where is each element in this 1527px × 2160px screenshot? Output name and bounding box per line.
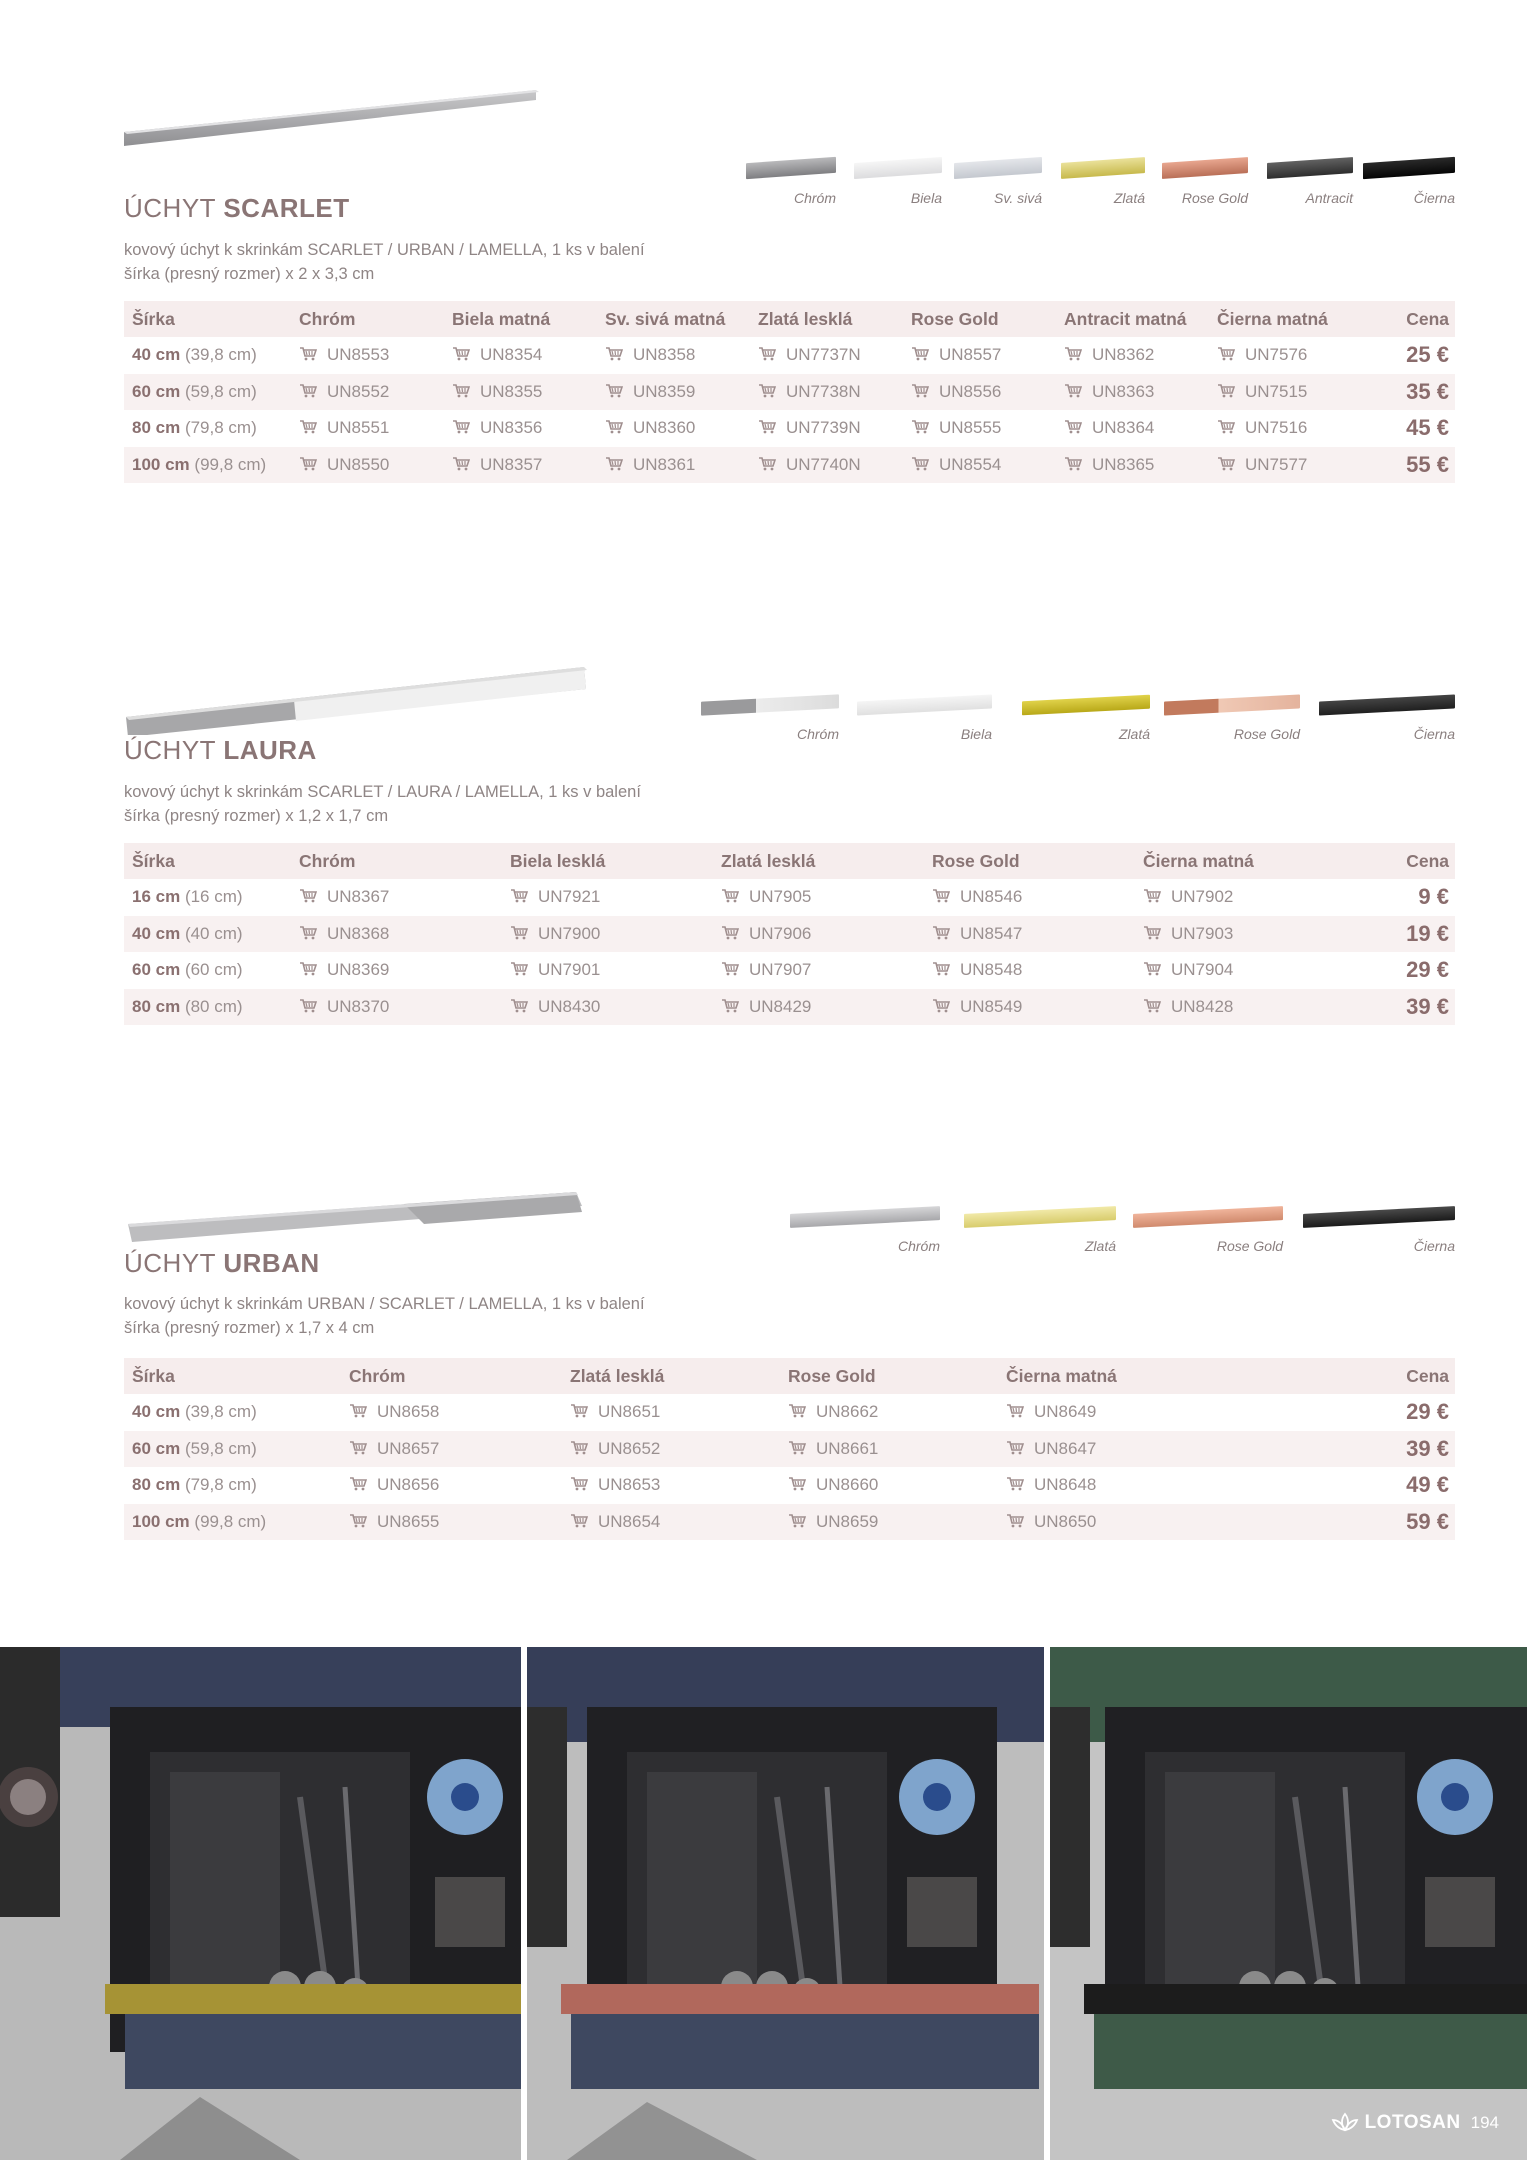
product-code[interactable]: UN8547 bbox=[960, 923, 1023, 943]
product-code-cell[interactable] bbox=[1209, 374, 1362, 411]
product-code-cell[interactable] bbox=[341, 1394, 562, 1431]
photo-gold-handle bbox=[0, 1647, 521, 2160]
product-code[interactable]: UN7901 bbox=[538, 960, 601, 980]
price-cell: 9 € bbox=[1418, 884, 1449, 910]
product-code[interactable]: UN7905 bbox=[749, 887, 812, 907]
product-code[interactable]: UN7902 bbox=[1171, 887, 1234, 907]
product-photos bbox=[0, 1647, 1527, 2160]
price-cell: 25 € bbox=[1406, 342, 1449, 368]
product-code[interactable]: UN8556 bbox=[939, 381, 1002, 401]
product-description: kovový úchyt k skrinkám SCARLET / LAURA / LAMELLA, 1 ks v balení šírka (presný rozmer) x 1,2 x 1,7 cm bbox=[124, 783, 641, 825]
cart-icon[interactable] bbox=[605, 420, 623, 434]
product-code[interactable]: UN8361 bbox=[633, 454, 696, 474]
product-code[interactable]: UN7900 bbox=[538, 923, 601, 943]
product-code-cell[interactable] bbox=[341, 1504, 562, 1541]
table-header-row bbox=[124, 1358, 1455, 1394]
cart-icon[interactable] bbox=[605, 347, 623, 361]
cart-icon[interactable] bbox=[349, 1477, 367, 1491]
swatch-rose-gold: Rose Gold bbox=[1150, 698, 1300, 742]
cart-icon[interactable] bbox=[932, 889, 950, 903]
col-sv-siva: Sv. sivá matná bbox=[597, 301, 750, 337]
product-code-cell[interactable] bbox=[1135, 879, 1346, 916]
cart-icon[interactable] bbox=[570, 1441, 588, 1455]
product-code[interactable]: UN8359 bbox=[633, 381, 696, 401]
col-chrom: Chróm bbox=[291, 843, 502, 879]
product-code[interactable]: UN7737N bbox=[786, 345, 861, 365]
product-code[interactable]: UN8649 bbox=[1034, 1402, 1097, 1422]
product-code-cell[interactable] bbox=[562, 1504, 780, 1541]
cart-icon[interactable] bbox=[1006, 1404, 1024, 1418]
price-table bbox=[124, 843, 1455, 1025]
product-code[interactable]: UN7906 bbox=[749, 923, 812, 943]
swatch-chrom: Chróm bbox=[724, 160, 836, 206]
cart-icon[interactable] bbox=[570, 1514, 588, 1528]
cart-icon[interactable] bbox=[758, 384, 776, 398]
cart-icon[interactable] bbox=[510, 999, 528, 1013]
col-width: Šírka bbox=[124, 301, 291, 337]
width-cell: 80 cm (79,8 cm) bbox=[132, 418, 257, 438]
col-zlata: Zlatá lesklá bbox=[562, 1358, 780, 1394]
product-code[interactable]: UN7515 bbox=[1245, 381, 1308, 401]
price-table bbox=[124, 1358, 1455, 1540]
cart-icon[interactable] bbox=[721, 926, 739, 940]
cart-icon[interactable] bbox=[758, 420, 776, 434]
scarlet-handle-image bbox=[124, 86, 544, 150]
table-body bbox=[124, 337, 1455, 483]
cart-icon[interactable] bbox=[299, 420, 317, 434]
col-antracit: Antracit matná bbox=[1056, 301, 1209, 337]
product-code[interactable]: UN8554 bbox=[939, 454, 1002, 474]
cart-icon[interactable] bbox=[911, 347, 929, 361]
product-code[interactable]: UN8555 bbox=[939, 418, 1002, 438]
cart-icon[interactable] bbox=[1006, 1514, 1024, 1528]
product-code[interactable]: UN8550 bbox=[327, 454, 390, 474]
price-cell: 55 € bbox=[1362, 447, 1455, 484]
cart-icon[interactable] bbox=[788, 1514, 806, 1528]
product-code[interactable]: UN7516 bbox=[1245, 418, 1308, 438]
table-header-row bbox=[124, 843, 1455, 879]
product-code-cell[interactable] bbox=[998, 1431, 1216, 1468]
col-rose-gold: Rose Gold bbox=[780, 1358, 998, 1394]
product-code-cell[interactable] bbox=[903, 337, 1056, 374]
cart-icon[interactable] bbox=[1064, 384, 1082, 398]
product-code-cell[interactable] bbox=[1135, 916, 1346, 953]
product-code[interactable]: UN8355 bbox=[480, 381, 543, 401]
table-row bbox=[124, 952, 1455, 989]
product-code-cell[interactable] bbox=[1209, 447, 1362, 484]
price-cell: 29 € bbox=[1406, 1399, 1449, 1425]
cart-icon[interactable] bbox=[721, 889, 739, 903]
swatch-biela: Biela bbox=[839, 698, 992, 742]
table-row bbox=[124, 1394, 1455, 1431]
price-cell: 39 € bbox=[1216, 1431, 1455, 1468]
table-row bbox=[124, 337, 1455, 374]
col-rose-gold: Rose Gold bbox=[903, 301, 1056, 337]
product-code[interactable]: UN8647 bbox=[1034, 1438, 1097, 1458]
product-code[interactable]: UN8650 bbox=[1034, 1511, 1097, 1531]
cart-icon[interactable] bbox=[299, 999, 317, 1013]
product-code-cell[interactable] bbox=[562, 1467, 780, 1504]
product-code[interactable]: UN8557 bbox=[939, 345, 1002, 365]
product-code-cell[interactable] bbox=[502, 916, 713, 953]
product-description: kovový úchyt k skrinkám URBAN / SCARLET / LAMELLA, 1 ks v balení šírka (presný rozmer) x 1,7 x 4 cm bbox=[124, 1295, 645, 1337]
col-cierna: Čierna matná bbox=[1209, 301, 1362, 337]
cart-icon[interactable] bbox=[788, 1441, 806, 1455]
product-code-cell[interactable] bbox=[924, 952, 1135, 989]
product-code[interactable]: UN8659 bbox=[816, 1511, 879, 1531]
product-code-cell[interactable] bbox=[780, 1431, 998, 1468]
product-code[interactable]: UN8430 bbox=[538, 996, 601, 1016]
product-code[interactable]: UN8428 bbox=[1171, 996, 1234, 1016]
product-code[interactable]: UN8546 bbox=[960, 887, 1023, 907]
col-width: Šírka bbox=[124, 843, 291, 879]
cart-icon[interactable] bbox=[299, 889, 317, 903]
price-cell: 59 € bbox=[1216, 1504, 1455, 1541]
width-cell: 80 cm (79,8 cm) bbox=[132, 1475, 257, 1495]
cart-icon[interactable] bbox=[452, 457, 470, 471]
product-code-cell[interactable] bbox=[998, 1394, 1216, 1431]
product-code-cell[interactable] bbox=[903, 447, 1056, 484]
cart-icon[interactable] bbox=[452, 420, 470, 434]
cart-icon[interactable] bbox=[1006, 1477, 1024, 1491]
product-code-cell[interactable] bbox=[341, 1431, 562, 1468]
lotus-icon bbox=[1331, 2112, 1359, 2134]
cart-icon[interactable] bbox=[349, 1514, 367, 1528]
col-price: Cena bbox=[1346, 843, 1455, 879]
cart-icon[interactable] bbox=[758, 457, 776, 471]
cart-icon[interactable] bbox=[1064, 420, 1082, 434]
product-code[interactable]: UN8362 bbox=[1092, 345, 1155, 365]
col-price: Cena bbox=[1216, 1358, 1455, 1394]
cart-icon[interactable] bbox=[1064, 457, 1082, 471]
photo-black-handle bbox=[1050, 1647, 1527, 2160]
product-code-cell[interactable] bbox=[291, 337, 444, 374]
price-cell: 35 € bbox=[1362, 374, 1455, 411]
cart-icon[interactable] bbox=[452, 347, 470, 361]
product-code[interactable]: UN8552 bbox=[327, 381, 390, 401]
cart-icon[interactable] bbox=[721, 962, 739, 976]
swatch-rose-gold: Rose Gold bbox=[1145, 160, 1248, 206]
product-code[interactable]: UN8553 bbox=[327, 345, 390, 365]
width-cell: 60 cm (59,8 cm) bbox=[124, 1431, 341, 1468]
product-code[interactable]: UN7739N bbox=[786, 418, 861, 438]
cart-icon[interactable] bbox=[510, 926, 528, 940]
brand-logo bbox=[1331, 2112, 1499, 2134]
product-code-cell[interactable] bbox=[502, 952, 713, 989]
swatch-antracit: Antracit bbox=[1248, 160, 1353, 206]
table-row bbox=[124, 410, 1455, 447]
swatch-sv-siva: Sv. sivá bbox=[942, 160, 1042, 206]
price-table bbox=[124, 301, 1455, 483]
product-code-cell[interactable] bbox=[1135, 952, 1346, 989]
table-row bbox=[124, 989, 1455, 1026]
cart-icon[interactable] bbox=[605, 384, 623, 398]
product-code-cell[interactable] bbox=[502, 989, 713, 1026]
cart-icon[interactable] bbox=[349, 1404, 367, 1418]
product-code-cell[interactable] bbox=[502, 879, 713, 916]
cart-icon[interactable] bbox=[1143, 926, 1161, 940]
product-code[interactable]: UN8365 bbox=[1092, 454, 1155, 474]
product-code-cell[interactable] bbox=[1056, 374, 1209, 411]
cart-icon[interactable] bbox=[299, 926, 317, 940]
product-code-cell[interactable] bbox=[291, 410, 444, 447]
product-code[interactable]: UN8655 bbox=[377, 1511, 440, 1531]
swatch-chrom: Chróm bbox=[686, 698, 839, 742]
cart-icon[interactable] bbox=[911, 384, 929, 398]
cart-icon[interactable] bbox=[911, 420, 929, 434]
col-rose-gold: Rose Gold bbox=[924, 843, 1135, 879]
price-cell: 19 € bbox=[1346, 916, 1455, 953]
product-code[interactable]: UN8652 bbox=[598, 1438, 661, 1458]
product-code-cell[interactable] bbox=[597, 447, 750, 484]
swatch-biela: Biela bbox=[836, 160, 942, 206]
price-cell: 39 € bbox=[1346, 989, 1455, 1026]
product-code[interactable]: UN7740N bbox=[786, 454, 861, 474]
product-code-cell[interactable] bbox=[291, 989, 502, 1026]
cart-icon[interactable] bbox=[932, 926, 950, 940]
product-code-cell[interactable] bbox=[1056, 337, 1209, 374]
col-biela: Biela lesklá bbox=[502, 843, 713, 879]
cart-icon[interactable] bbox=[721, 999, 739, 1013]
product-code[interactable]: UN8369 bbox=[327, 960, 390, 980]
product-code[interactable]: UN8657 bbox=[377, 1438, 440, 1458]
product-code-cell[interactable] bbox=[998, 1504, 1216, 1541]
table-row bbox=[124, 1431, 1455, 1468]
product-code-cell[interactable] bbox=[903, 374, 1056, 411]
cart-icon[interactable] bbox=[788, 1477, 806, 1491]
product-code-cell[interactable] bbox=[713, 952, 924, 989]
product-scarlet bbox=[124, 0, 1455, 490]
cart-icon[interactable] bbox=[1143, 889, 1161, 903]
product-code[interactable]: UN8654 bbox=[598, 1511, 661, 1531]
product-description: kovový úchyt k skrinkám SCARLET / URBAN / LAMELLA, 1 ks v balení šírka (presný rozmer) x 2 x 3,3 cm bbox=[124, 241, 645, 283]
product-laura bbox=[124, 620, 1455, 1040]
product-code-cell[interactable] bbox=[924, 916, 1135, 953]
cart-icon[interactable] bbox=[1143, 999, 1161, 1013]
product-code[interactable]: UN8653 bbox=[598, 1475, 661, 1495]
product-code-cell[interactable] bbox=[780, 1394, 998, 1431]
product-code[interactable]: UN8358 bbox=[633, 345, 696, 365]
product-code-cell[interactable] bbox=[562, 1431, 780, 1468]
width-cell: 60 cm (59,8 cm) bbox=[124, 374, 291, 411]
cart-icon[interactable] bbox=[452, 384, 470, 398]
product-code[interactable]: UN8364 bbox=[1092, 418, 1155, 438]
width-cell: 60 cm (60 cm) bbox=[132, 960, 243, 980]
urban-handle-image bbox=[124, 1160, 594, 1250]
swatch-cierna: Čierna bbox=[1283, 1210, 1455, 1254]
product-title: ÚCHYT LAURA bbox=[124, 735, 317, 765]
product-code-cell[interactable] bbox=[750, 337, 903, 374]
product-code[interactable]: UN8662 bbox=[816, 1402, 879, 1422]
product-code-cell[interactable] bbox=[903, 410, 1056, 447]
product-code[interactable]: UN8363 bbox=[1092, 381, 1155, 401]
product-code-cell[interactable] bbox=[341, 1467, 562, 1504]
cart-icon[interactable] bbox=[1006, 1441, 1024, 1455]
product-code-cell[interactable] bbox=[291, 879, 502, 916]
width-cell: 100 cm (99,8 cm) bbox=[124, 1504, 341, 1541]
product-code[interactable]: UN8368 bbox=[327, 923, 390, 943]
table-row bbox=[124, 1504, 1455, 1541]
color-swatches bbox=[770, 1210, 1455, 1254]
product-code-cell[interactable] bbox=[291, 447, 444, 484]
product-code[interactable]: UN8356 bbox=[480, 418, 543, 438]
product-code[interactable]: UN8651 bbox=[598, 1402, 661, 1422]
cart-icon[interactable] bbox=[1217, 347, 1235, 361]
swatch-zlata: Zlatá bbox=[940, 1210, 1116, 1254]
table-row bbox=[124, 374, 1455, 411]
product-title: ÚCHYT URBAN bbox=[124, 1248, 320, 1278]
col-cierna: Čierna matná bbox=[998, 1358, 1216, 1394]
width-cell: 100 cm (99,8 cm) bbox=[124, 447, 291, 484]
product-code[interactable]: UN7903 bbox=[1171, 923, 1234, 943]
product-code[interactable]: UN8357 bbox=[480, 454, 543, 474]
cart-icon[interactable] bbox=[299, 962, 317, 976]
product-code[interactable]: UN7577 bbox=[1245, 454, 1308, 474]
cart-icon[interactable] bbox=[932, 962, 950, 976]
col-chrom: Chróm bbox=[291, 301, 444, 337]
table-body bbox=[124, 1394, 1455, 1540]
product-title: ÚCHYT SCARLET bbox=[124, 193, 350, 223]
price-cell: 45 € bbox=[1406, 415, 1449, 441]
product-code[interactable]: UN8370 bbox=[327, 996, 390, 1016]
table-row bbox=[124, 879, 1455, 916]
product-code-cell[interactable] bbox=[1056, 410, 1209, 447]
cart-icon[interactable] bbox=[299, 384, 317, 398]
swatch-rose-gold: Rose Gold bbox=[1116, 1210, 1283, 1254]
cart-icon[interactable] bbox=[1217, 384, 1235, 398]
cart-icon[interactable] bbox=[1143, 962, 1161, 976]
product-code[interactable]: UN8551 bbox=[327, 418, 390, 438]
product-code[interactable]: UN7907 bbox=[749, 960, 812, 980]
product-code[interactable]: UN8656 bbox=[377, 1475, 440, 1495]
product-code-cell[interactable] bbox=[597, 337, 750, 374]
product-code-cell[interactable] bbox=[444, 337, 597, 374]
brand-name: LOTOSAN bbox=[1364, 2112, 1461, 2133]
width-cell: 40 cm (39,8 cm) bbox=[132, 345, 257, 365]
product-code-cell[interactable] bbox=[597, 410, 750, 447]
product-code-cell[interactable] bbox=[780, 1504, 998, 1541]
product-code-cell[interactable] bbox=[750, 410, 903, 447]
product-code-cell[interactable] bbox=[1209, 337, 1362, 374]
product-code[interactable]: UN8429 bbox=[749, 996, 812, 1016]
product-code[interactable]: UN7921 bbox=[538, 887, 601, 907]
product-code[interactable]: UN8648 bbox=[1034, 1475, 1097, 1495]
price-cell: 49 € bbox=[1406, 1472, 1449, 1498]
width-cell: 80 cm (80 cm) bbox=[124, 989, 291, 1026]
col-zlata: Zlatá lesklá bbox=[750, 301, 903, 337]
cart-icon[interactable] bbox=[788, 1404, 806, 1418]
product-code-cell[interactable] bbox=[713, 989, 924, 1026]
laura-handle-image bbox=[124, 645, 594, 735]
swatch-zlata: Zlatá bbox=[992, 698, 1150, 742]
cart-icon[interactable] bbox=[349, 1441, 367, 1455]
col-biela: Biela matná bbox=[444, 301, 597, 337]
cart-icon[interactable] bbox=[1217, 420, 1235, 434]
table-row bbox=[124, 916, 1455, 953]
product-code-cell[interactable] bbox=[998, 1467, 1216, 1504]
cart-icon[interactable] bbox=[299, 347, 317, 361]
cart-icon[interactable] bbox=[510, 962, 528, 976]
product-code-cell[interactable] bbox=[924, 989, 1135, 1026]
product-code[interactable]: UN8549 bbox=[960, 996, 1023, 1016]
cart-icon[interactable] bbox=[1064, 347, 1082, 361]
product-code-cell[interactable] bbox=[562, 1394, 780, 1431]
page-number: 194 bbox=[1470, 2113, 1499, 2132]
product-code[interactable]: UN8548 bbox=[960, 960, 1023, 980]
cart-icon[interactable] bbox=[758, 347, 776, 361]
product-code-cell[interactable] bbox=[444, 374, 597, 411]
product-code-cell[interactable] bbox=[750, 374, 903, 411]
col-chrom: Chróm bbox=[341, 1358, 562, 1394]
product-code[interactable]: UN8661 bbox=[816, 1438, 879, 1458]
product-code[interactable]: UN8658 bbox=[377, 1402, 440, 1422]
cart-icon[interactable] bbox=[932, 999, 950, 1013]
cart-icon[interactable] bbox=[911, 457, 929, 471]
width-cell: 16 cm (16 cm) bbox=[132, 887, 243, 907]
product-code-cell[interactable] bbox=[713, 879, 924, 916]
table-row bbox=[124, 447, 1455, 484]
product-code[interactable]: UN7738N bbox=[786, 381, 861, 401]
product-code[interactable]: UN7576 bbox=[1245, 345, 1308, 365]
color-swatches bbox=[686, 698, 1455, 742]
product-code-cell[interactable] bbox=[444, 447, 597, 484]
product-code-cell[interactable] bbox=[291, 374, 444, 411]
product-code-cell[interactable] bbox=[291, 952, 502, 989]
cart-icon[interactable] bbox=[510, 889, 528, 903]
product-code-cell[interactable] bbox=[597, 374, 750, 411]
product-code-cell[interactable] bbox=[1209, 410, 1362, 447]
color-swatches bbox=[724, 160, 1455, 206]
product-code-cell[interactable] bbox=[750, 447, 903, 484]
width-cell: 40 cm (39,8 cm) bbox=[132, 1402, 257, 1422]
width-cell: 40 cm (40 cm) bbox=[124, 916, 291, 953]
col-price: Cena bbox=[1362, 301, 1455, 337]
product-code-cell[interactable] bbox=[1056, 447, 1209, 484]
table-row bbox=[124, 1467, 1455, 1504]
product-code[interactable]: UN8360 bbox=[633, 418, 696, 438]
table-body bbox=[124, 879, 1455, 1025]
product-code[interactable]: UN8367 bbox=[327, 887, 390, 907]
product-code-cell[interactable] bbox=[924, 879, 1135, 916]
col-width: Šírka bbox=[124, 1358, 341, 1394]
product-code-cell[interactable] bbox=[1135, 989, 1346, 1026]
product-code[interactable]: UN7904 bbox=[1171, 960, 1234, 980]
table-header-row bbox=[124, 301, 1455, 337]
swatch-chrom: Chróm bbox=[770, 1210, 940, 1254]
product-code[interactable]: UN8354 bbox=[480, 345, 543, 365]
cart-icon[interactable] bbox=[605, 457, 623, 471]
product-code-cell[interactable] bbox=[713, 916, 924, 953]
cart-icon[interactable] bbox=[299, 457, 317, 471]
swatch-cierna: Čierna bbox=[1353, 160, 1455, 206]
photo-rose-gold-handle bbox=[527, 1647, 1044, 2160]
product-urban bbox=[124, 1130, 1455, 1550]
swatch-cierna: Čierna bbox=[1300, 698, 1455, 742]
price-cell: 29 € bbox=[1406, 957, 1449, 983]
cart-icon[interactable] bbox=[1217, 457, 1235, 471]
product-code-cell[interactable] bbox=[444, 410, 597, 447]
product-code-cell[interactable] bbox=[780, 1467, 998, 1504]
col-zlata: Zlatá lesklá bbox=[713, 843, 924, 879]
cart-icon[interactable] bbox=[570, 1404, 588, 1418]
product-code-cell[interactable] bbox=[291, 916, 502, 953]
swatch-zlata: Zlatá bbox=[1042, 160, 1145, 206]
product-code[interactable]: UN8660 bbox=[816, 1475, 879, 1495]
cart-icon[interactable] bbox=[570, 1477, 588, 1491]
col-cierna: Čierna matná bbox=[1135, 843, 1346, 879]
